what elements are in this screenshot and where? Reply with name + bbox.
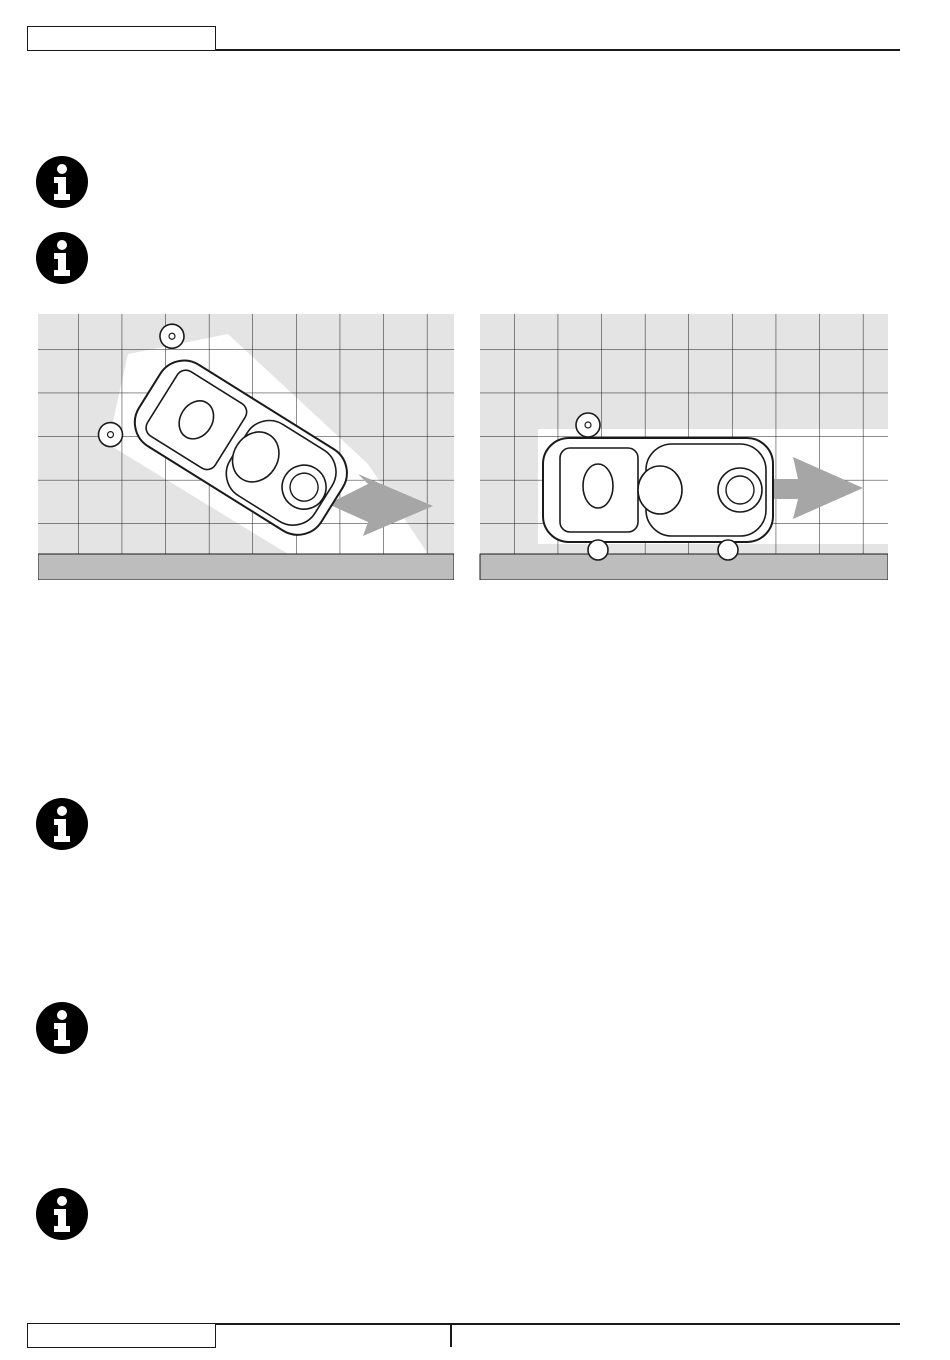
info-icon — [35, 1001, 89, 1055]
footer-left-box — [27, 1323, 216, 1348]
approach-figure — [38, 314, 888, 580]
header-rule — [216, 49, 900, 51]
info-icon — [35, 1187, 89, 1241]
parallel-approach-panel — [480, 314, 888, 580]
header-tab-box — [27, 26, 216, 51]
info-icon — [35, 797, 89, 851]
diagonal-approach-panel — [38, 314, 454, 580]
footer-divider — [450, 1323, 452, 1347]
info-icon — [35, 155, 89, 209]
info-icon — [35, 231, 89, 285]
